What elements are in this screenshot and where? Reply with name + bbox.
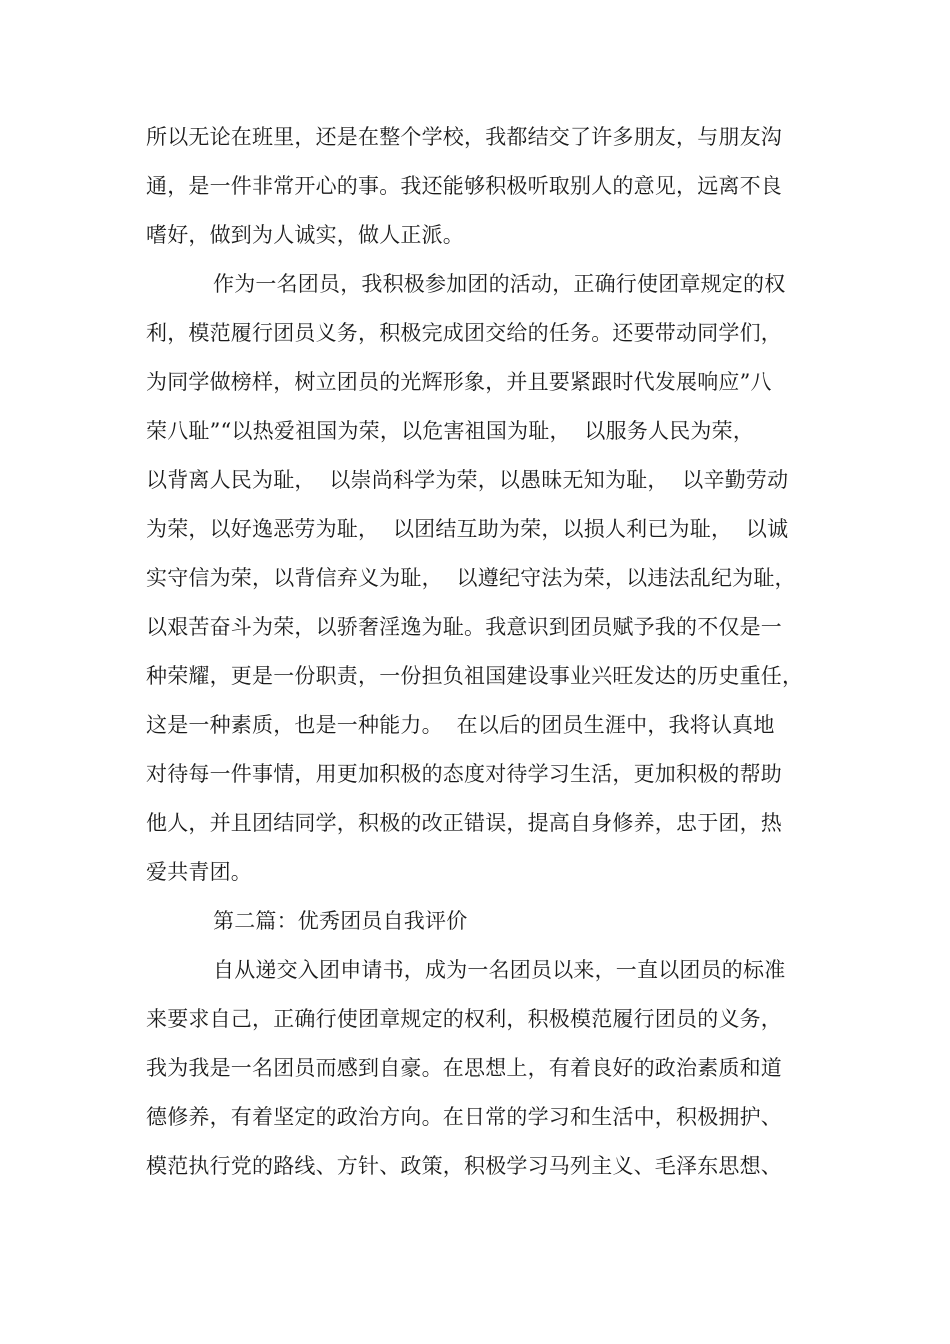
paragraph-line: 嗜好，做到为人诚实，做人正派。 xyxy=(146,223,464,247)
paragraph-line: 自从递交入团申请书，成为一名团员以来，一直以团员的标准 xyxy=(213,958,786,982)
paragraph-line: 所以无论在班里，还是在整个学校，我都结交了许多朋友，与朋友沟 xyxy=(146,125,782,149)
paragraph-line: 利，模范履行团员义务，积极完成团交给的任务。还要带动同学们， xyxy=(146,321,782,345)
paragraph-line: 以艰苦奋斗为荣，以骄奢淫逸为耻。我意识到团员赋予我的不仅是一 xyxy=(146,615,782,639)
paragraph-line: 爱共青团。 xyxy=(146,860,252,884)
paragraph-line: 模范执行党的路线、方针、政策，积极学习马列主义、毛泽东思想、 xyxy=(146,1154,782,1178)
paragraph-line: 为同学做榜样，树立团员的光辉形象，并且要紧跟时代发展响应”八 xyxy=(146,370,772,394)
paragraph-line: 作为一名团员，我积极参加团的活动，正确行使团章规定的权 xyxy=(213,272,786,296)
paragraph-line: 荣八耻”“以热爱祖国为荣，以危害祖国为耻， 以服务人民为荣， xyxy=(146,419,755,443)
section-heading: 第二篇：优秀团员自我评价 xyxy=(213,909,468,933)
paragraph-line: 德修养，有着坚定的政治方向。在日常的学习和生活中，积极拥护、 xyxy=(146,1105,782,1129)
paragraph-line: 这是一种素质，也是一种能力。 在以后的团员生涯中，我将认真地 xyxy=(146,713,775,737)
paragraph-line: 他人，并且团结同学，积极的改正错误，提高自身修养，忠于团，热 xyxy=(146,811,782,835)
paragraph-line: 通，是一件非常开心的事。我还能够积极听取别人的意见，远离不良 xyxy=(146,174,782,198)
document-body xyxy=(146,113,808,1191)
paragraph-line: 为荣，以好逸恶劳为耻， 以团结互助为荣，以损人利已为耻， 以诚 xyxy=(146,517,789,541)
paragraph-line: 实守信为荣，以背信弃义为耻， 以遵纪守法为荣，以违法乱纪为耻， xyxy=(146,566,796,590)
paragraph-line: 我为我是一名团员而感到自豪。在思想上，有着良好的政治素质和道 xyxy=(146,1056,782,1080)
paragraph-line: 对待每一件事情，用更加积极的态度对待学习生活，更加积极的帮助 xyxy=(146,762,782,786)
paragraph-line: 来要求自己，正确行使团章规定的权利，积极模范履行团员的义务， xyxy=(146,1007,782,1031)
paragraph-line: 以背离人民为耻， 以崇尚科学为荣，以愚昧无知为耻， 以辛勤劳动 xyxy=(146,468,789,492)
paragraph-line: 种荣耀，更是一份职责，一份担负祖国建设事业兴旺发达的历史重任， xyxy=(146,664,804,688)
